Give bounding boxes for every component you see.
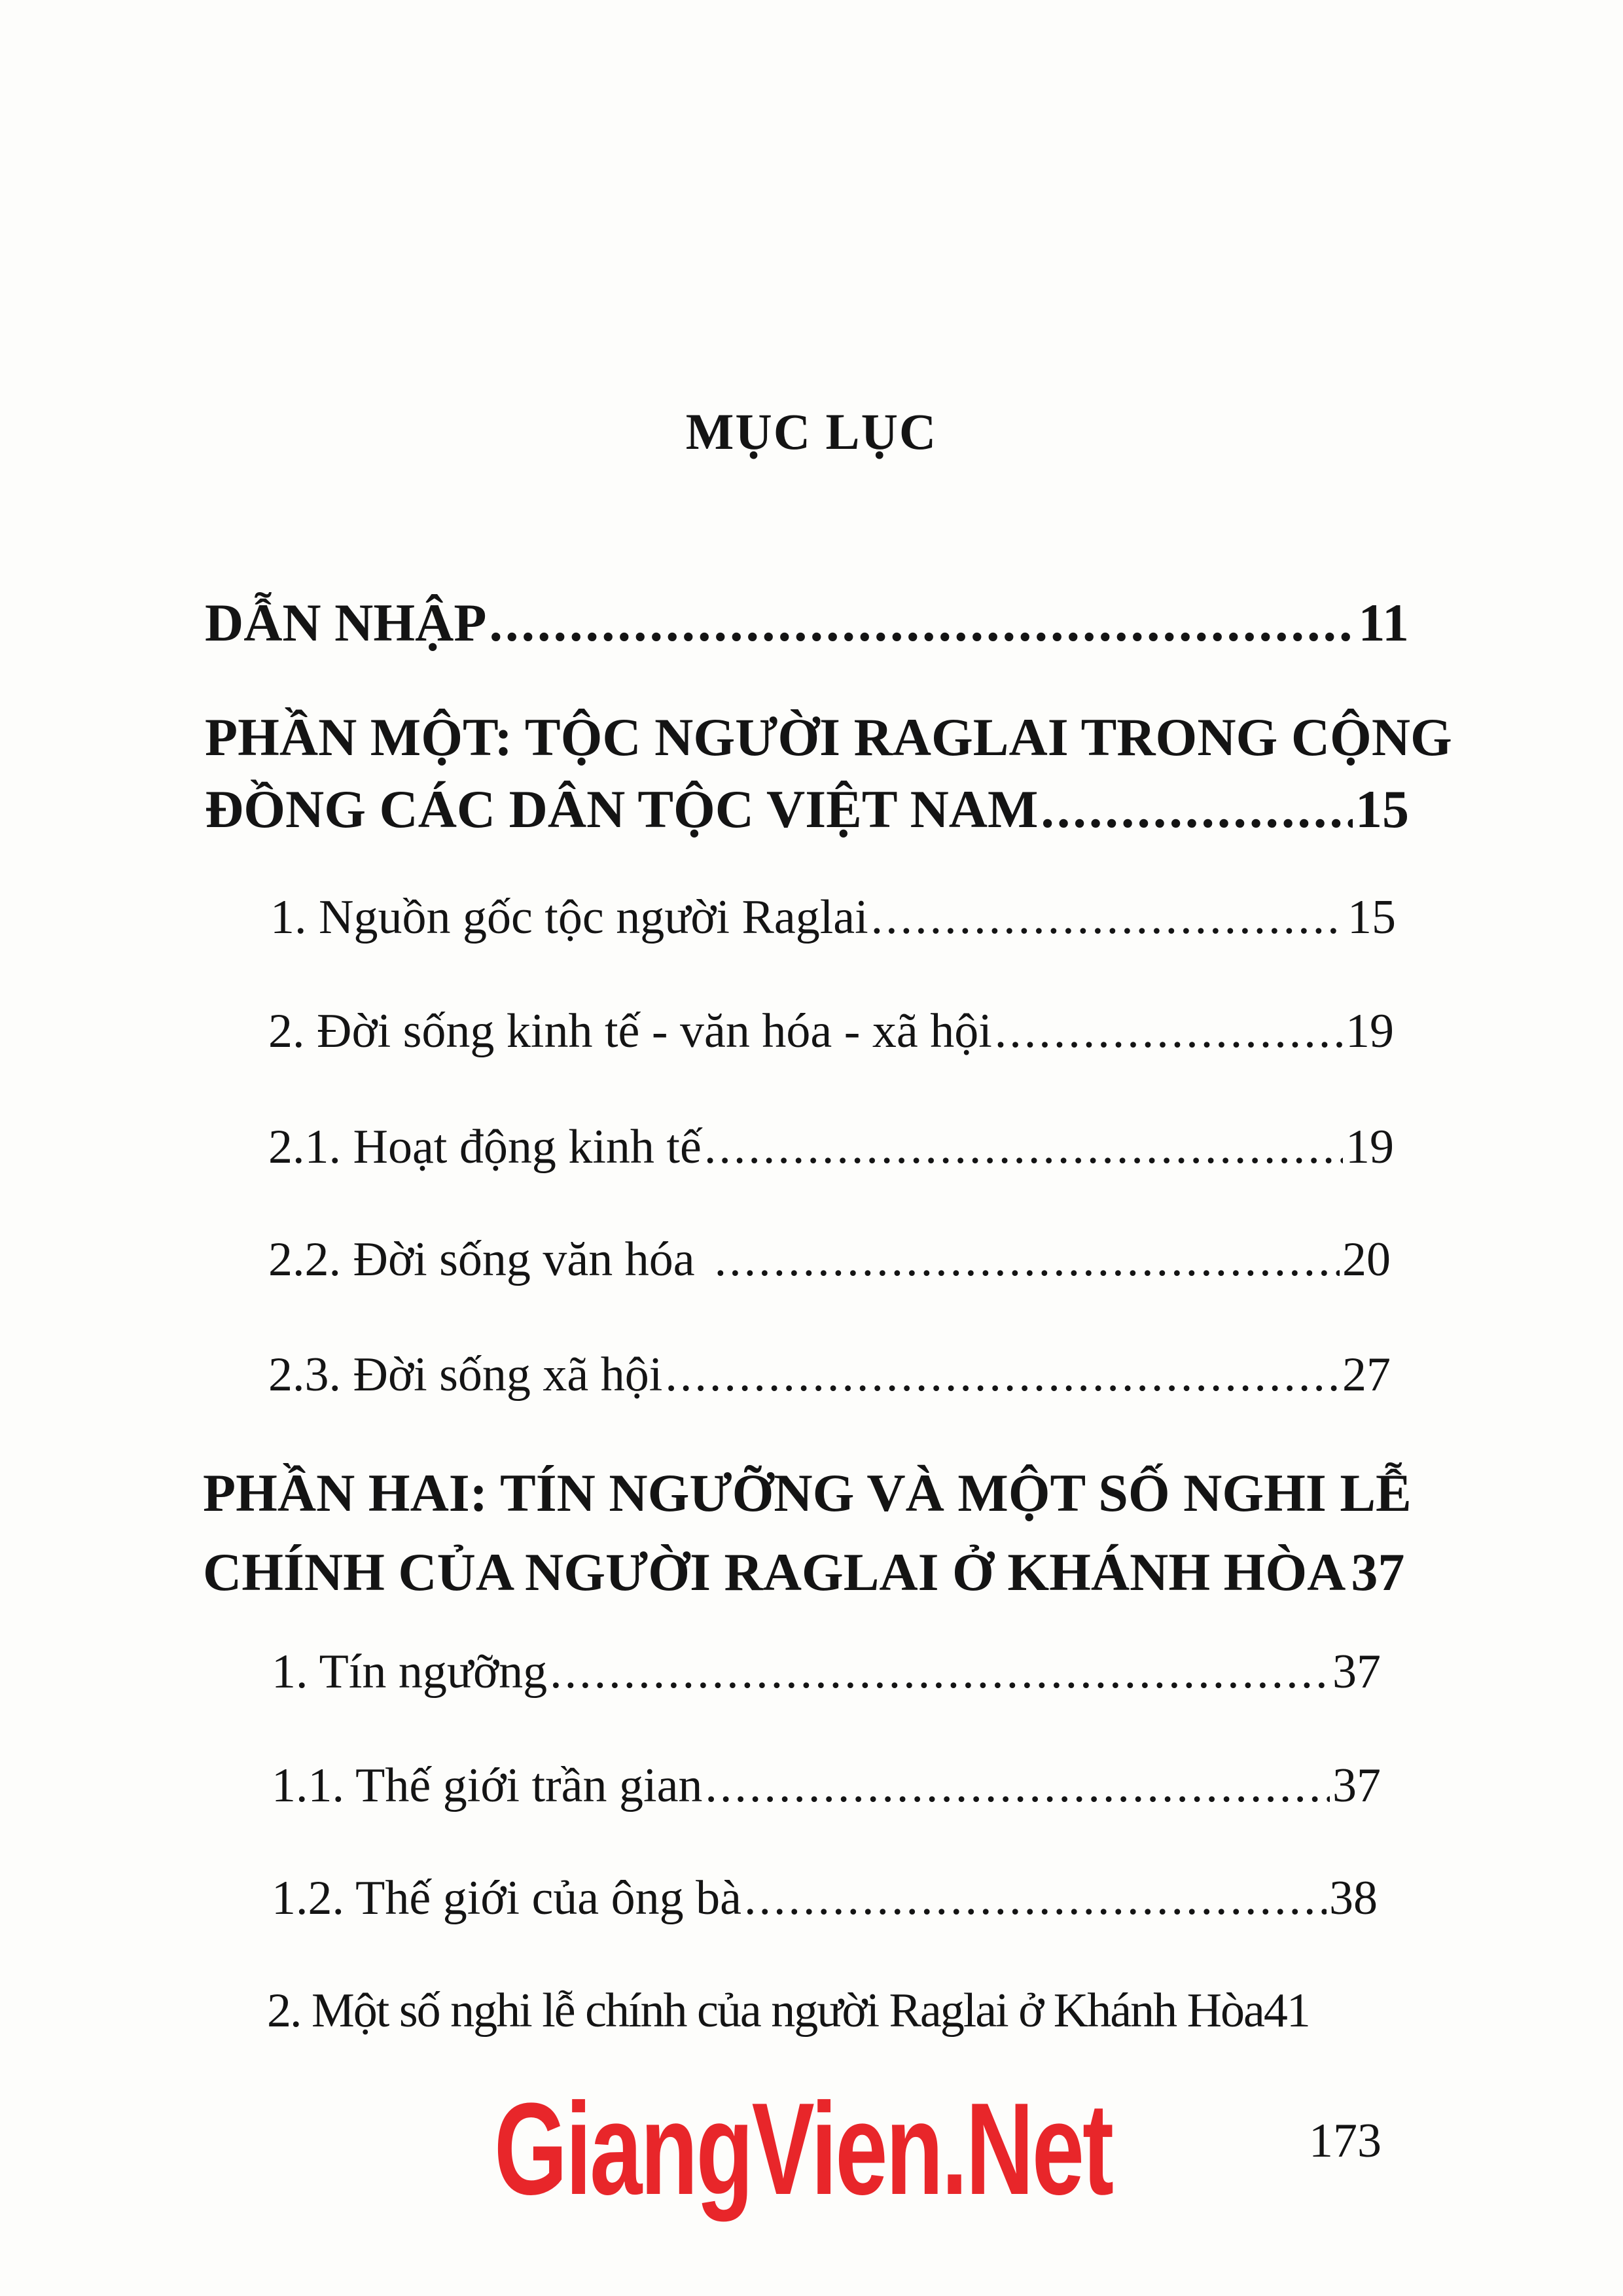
entry-title: 1. Nguồn gốc tộc người Raglai — [270, 891, 868, 944]
dot-leader — [489, 592, 1355, 654]
toc-entry — [272, 1644, 1381, 1710]
entry-page: 41 — [1263, 1984, 1310, 2038]
part-heading-line: PHẦN HAI: TÍN NGƯỠNG VÀ MỘT SỐ NGHI LỄ — [203, 1463, 1412, 1523]
toc-entry — [270, 890, 1396, 955]
dot-leader — [871, 890, 1345, 945]
entry-page: 37 — [1351, 1542, 1405, 1602]
dot-leader — [550, 1644, 1330, 1700]
toc-entry — [272, 1758, 1381, 1824]
entry-page: 20 — [1342, 1233, 1391, 1286]
toc-entry — [205, 592, 1409, 658]
toc-entry — [268, 1004, 1394, 1069]
entry-title: ĐỒNG CÁC DÂN TỘC VIỆT NAM — [205, 779, 1039, 839]
watermark: GiangVien.Net — [494, 2076, 1113, 2222]
page-number: 173 — [1309, 2114, 1382, 2168]
toc-entry — [205, 779, 1409, 844]
entry-title: 1. Tín ngưỡng — [272, 1645, 548, 1699]
dot-leader — [744, 1871, 1327, 1926]
entry-page: 27 — [1342, 1348, 1391, 1402]
entry-page: 37 — [1332, 1645, 1381, 1699]
dot-leader — [715, 1232, 1340, 1288]
dot-leader — [665, 1347, 1340, 1403]
dot-leader — [1041, 779, 1353, 840]
entry-title: 1.1. Thế giới trần gian — [272, 1759, 703, 1812]
part-heading-line: PHẦN MỘT: TỘC NGƯỜI RAGLAI TRONG CỘNG — [205, 707, 1452, 767]
entry-page: 38 — [1329, 1871, 1378, 1925]
toc-entry — [268, 1120, 1394, 1185]
entry-page: 19 — [1346, 1120, 1394, 1174]
page-title: MỤC LỤC — [685, 403, 938, 460]
toc-entry — [268, 1347, 1391, 1413]
entry-page: 37 — [1332, 1759, 1381, 1812]
dot-leader — [995, 1004, 1343, 1059]
entry-title: DẪN NHẬP — [205, 593, 487, 652]
toc-entry — [268, 1232, 1391, 1298]
dot-leader — [704, 1120, 1343, 1175]
toc-entry — [267, 1983, 1373, 2049]
entry-page: 15 — [1355, 779, 1409, 839]
entry-title: CHÍNH CỦA NGƯỜI RAGLAI Ở KHÁNH HÒA — [203, 1542, 1346, 1602]
entry-title: 2.3. Đời sống xã hội — [268, 1348, 663, 1402]
entry-title: 1.2. Thế giới của ông bà — [272, 1871, 741, 1925]
toc-entry — [203, 1542, 1405, 1607]
entry-title: 2.2. Đời sống văn hóa — [268, 1233, 695, 1286]
dot-leader — [705, 1758, 1330, 1814]
entry-title: 2. Một số nghi lễ chính của người Raglai ở Khánh Hòa — [267, 1984, 1264, 2038]
toc-entry — [272, 1871, 1378, 1936]
entry-page: 19 — [1346, 1004, 1394, 1058]
entry-title: 2. Đời sống kinh tế - văn hóa - xã hội — [268, 1004, 992, 1058]
entry-page: 15 — [1347, 891, 1396, 944]
entry-title: 2.1. Hoạt động kinh tế — [268, 1120, 702, 1174]
entry-page: 11 — [1358, 593, 1409, 652]
